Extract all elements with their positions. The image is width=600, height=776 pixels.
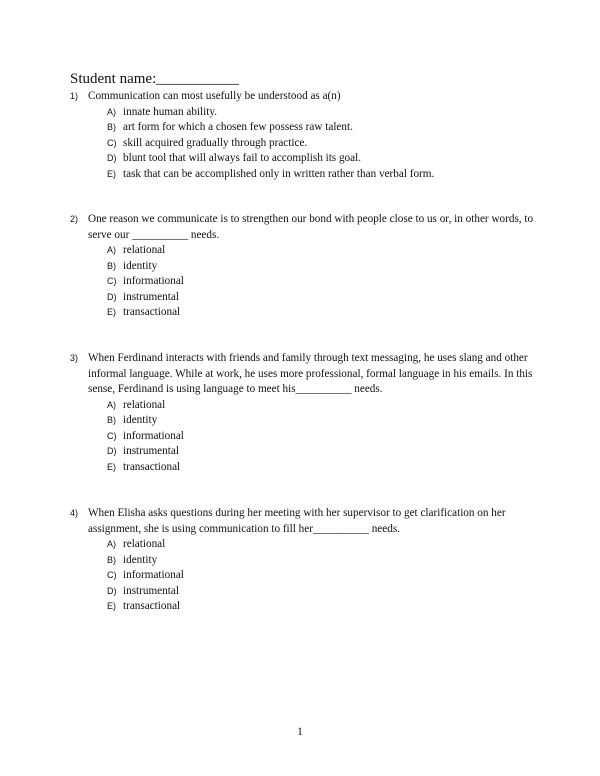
answer-option (107, 429, 540, 445)
option-text: relational (123, 398, 166, 411)
answer-option (107, 290, 540, 306)
option-label: B) (107, 554, 116, 565)
option-text: identity (123, 414, 158, 426)
answer-options (107, 537, 540, 615)
question-number: 2) (70, 214, 79, 224)
option-label: D) (107, 585, 117, 596)
option-text: informational (123, 275, 184, 287)
option-label: E) (107, 168, 116, 179)
answer-option (107, 599, 540, 615)
answer-option (107, 274, 540, 290)
option-label: C) (107, 137, 117, 148)
question-number: 1) (70, 91, 79, 101)
option-label: C) (107, 430, 117, 441)
option-label: D) (107, 446, 117, 456)
option-text: relational (123, 244, 166, 256)
option-label: D) (107, 291, 117, 302)
student-name-line: Student name:___________ (70, 71, 239, 87)
option-text: instrumental (123, 445, 179, 457)
option-label: D) (107, 153, 117, 163)
question-text: Communication can most usefully be understood as a(n) (88, 90, 341, 102)
option-label: C) (107, 570, 117, 580)
option-label: C) (107, 276, 117, 286)
option-text: informational (123, 569, 184, 581)
option-text: relational (123, 538, 166, 550)
option-label: E) (107, 307, 116, 317)
option-text: skill acquired gradually through practice. (123, 136, 308, 149)
option-label: B) (107, 415, 116, 425)
answer-option (107, 136, 540, 152)
page-number: 1 (297, 726, 303, 738)
option-label: B) (107, 260, 116, 271)
option-text: instrumental (123, 290, 179, 303)
answer-option (107, 151, 540, 167)
option-text: innate human ability. (123, 105, 218, 118)
answer-option (107, 243, 540, 259)
answer-option (107, 553, 540, 569)
answer-option (107, 584, 540, 600)
answer-option (107, 460, 540, 476)
question-3 (70, 351, 540, 475)
option-text: informational (123, 429, 184, 442)
answer-options (107, 105, 540, 183)
question-text: When Elisha asks questions during her meeting with her supervisor to get clarification on her assignment, she is using communication to fill her__________ needs. (88, 507, 506, 535)
question-4 (70, 506, 540, 615)
answer-option (107, 305, 540, 321)
option-text: blunt tool that will always fail to accomplish its goal. (123, 152, 362, 164)
question-text: One reason we communicate is to strengthen our bond with people close to us or, in other words, to serve our __________ needs. (88, 213, 534, 241)
option-label: B) (107, 122, 116, 132)
answer-option (107, 167, 540, 183)
option-text: transactional (123, 306, 181, 318)
question-number: 4) (70, 508, 79, 518)
answer-option (107, 120, 540, 136)
answer-option (107, 568, 540, 584)
answer-option (107, 413, 540, 429)
option-label: A) (107, 106, 116, 117)
option-text: task that can be accomplished only in written rather than verbal form. (123, 167, 435, 180)
question-1 (70, 89, 540, 182)
option-text: identity (123, 553, 158, 566)
option-text: transactional (123, 460, 181, 473)
option-label: E) (107, 461, 116, 472)
question-number: 3) (70, 353, 79, 363)
answer-option (107, 259, 540, 275)
answer-option (107, 398, 540, 414)
answer-option (107, 537, 540, 553)
answer-option (107, 444, 540, 460)
option-label: A) (107, 539, 116, 549)
option-label: E) (107, 601, 116, 611)
question-2 (70, 212, 540, 321)
option-text: identity (123, 259, 158, 272)
question-text: When Ferdinand interacts with friends and family through text messaging, he uses slang and other informal language. While at work, he uses more professional, formal language in his emails. In this sense, Ferdinand is using language to meet his__________ needs. (88, 352, 533, 395)
answer-options (107, 398, 540, 476)
answer-option (107, 105, 540, 121)
answer-options (107, 243, 540, 321)
option-text: transactional (123, 600, 181, 612)
option-label: A) (107, 245, 116, 255)
option-text: art form for which a chosen few possess raw talent. (123, 121, 353, 133)
option-text: instrumental (123, 584, 179, 597)
option-label: A) (107, 399, 116, 410)
